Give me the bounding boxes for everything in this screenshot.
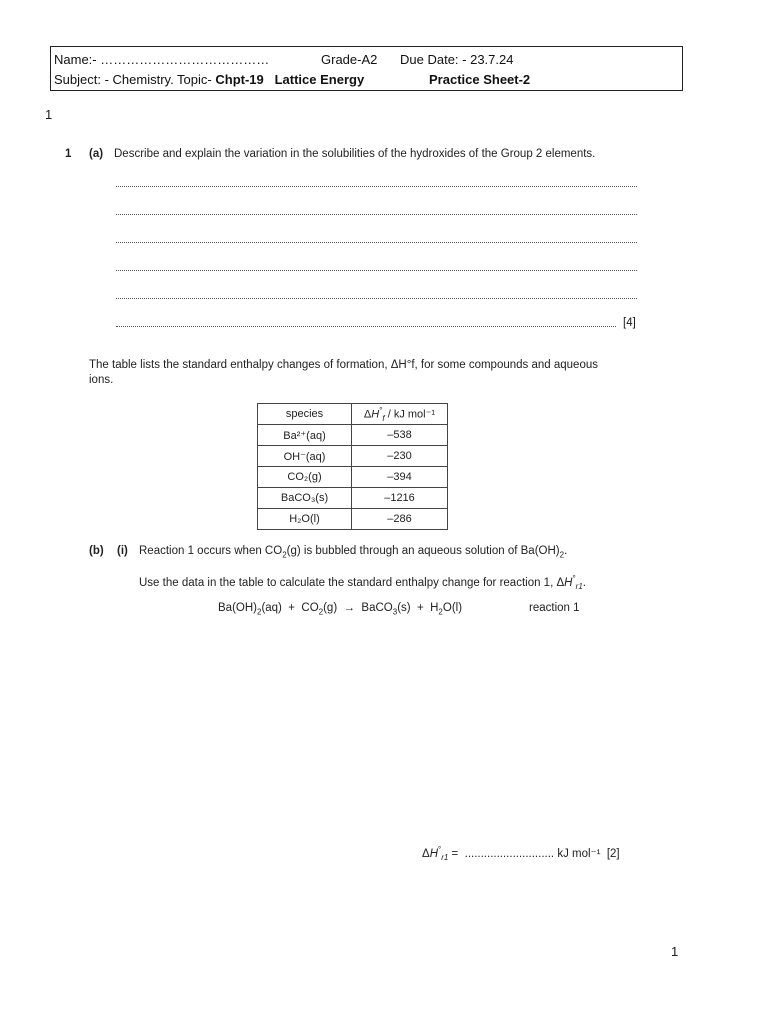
table-row xyxy=(258,488,448,509)
species-cell: CO₂(g) xyxy=(258,467,352,488)
grade-label: Grade-A2 xyxy=(321,52,378,67)
answer-line xyxy=(116,186,637,187)
part-b-i-text: Reaction 1 occurs when $CO_2(g)$ is bubbled through an aqueous solution of $Ba(OH)_2$. xyxy=(139,545,568,560)
part-a-text: Describe and explain the variation in the solubilities of the hydroxides of the Group 2 elements. xyxy=(114,148,596,160)
header-species: species xyxy=(258,404,352,425)
table-row xyxy=(258,509,448,530)
header-unit: / kJ mol⁻¹ xyxy=(387,408,436,421)
species-cell: BaCO₃(s) xyxy=(258,488,352,509)
chapter-label: Chpt-19 xyxy=(215,72,264,87)
due-date-label: Due Date: - 23.7.24 xyxy=(400,52,514,67)
answer-marks: [2] xyxy=(606,847,620,860)
answer-line xyxy=(116,270,637,271)
answer-line xyxy=(116,298,637,299)
species-cell: Ba²⁺(aq) xyxy=(258,425,352,446)
reaction-label: reaction 1 xyxy=(529,602,580,614)
species-cell: OH⁻(aq) xyxy=(258,446,352,467)
name-field-label: Name:- ………………………………… xyxy=(54,52,270,67)
page-number-top: 1 xyxy=(45,107,53,122)
answer-line xyxy=(116,242,637,243)
subject-label: Subject: - Chemistry. Topic- xyxy=(54,72,216,87)
sheet-label: Practice Sheet-2 xyxy=(429,72,531,87)
value-cell: –286 xyxy=(352,509,448,530)
page-number-bottom: 1 xyxy=(671,944,679,959)
species-cell: H₂O(l) xyxy=(258,509,352,530)
topic-title: Lattice Energy xyxy=(274,72,365,87)
enthalpy-table xyxy=(257,403,448,530)
table-row xyxy=(258,425,448,446)
value-cell: –230 xyxy=(352,446,448,467)
part-b-label: (b) xyxy=(89,545,104,557)
table-row xyxy=(258,467,448,488)
answer-line xyxy=(116,326,616,327)
subject-line xyxy=(54,72,364,87)
table-row xyxy=(258,446,448,467)
answer-line xyxy=(116,214,637,215)
answer-unit: kJ mol⁻¹ xyxy=(557,847,601,860)
value-cell: –1216 xyxy=(352,488,448,509)
part-b-instruction: Use the data in the table to calculate the standard enthalpy change for reaction 1, $\Delta H^\circ_{r1}$. xyxy=(139,574,586,592)
value-cell: –538 xyxy=(352,425,448,446)
answer-dots: ............................ xyxy=(464,847,555,860)
answer-line-b: $\Delta H^\circ_{r1}$ = ............................ kJ mol⁻¹ [2] xyxy=(422,845,620,863)
reaction-equation: $Ba(OH)_2(aq) + CO_2(g)$ → BaCO$_3$(s) + $H_2O(l)$ xyxy=(218,602,463,617)
table-intro-line1: The table lists the standard enthalpy changes of formation, ΔH°f, for some compounds and aqueous xyxy=(89,359,598,371)
header-enthalpy: $\Delta H^\circ_f$ / kJ mol⁻¹ xyxy=(352,404,448,425)
question-number: 1 xyxy=(65,148,72,160)
part-a-marks: [4] xyxy=(623,317,636,329)
value-cell: –394 xyxy=(352,467,448,488)
table-intro-line2: ions. xyxy=(89,374,114,386)
part-b-i-label: (i) xyxy=(117,545,128,557)
part-a-label: (a) xyxy=(89,148,104,160)
table-header-row xyxy=(258,404,448,425)
